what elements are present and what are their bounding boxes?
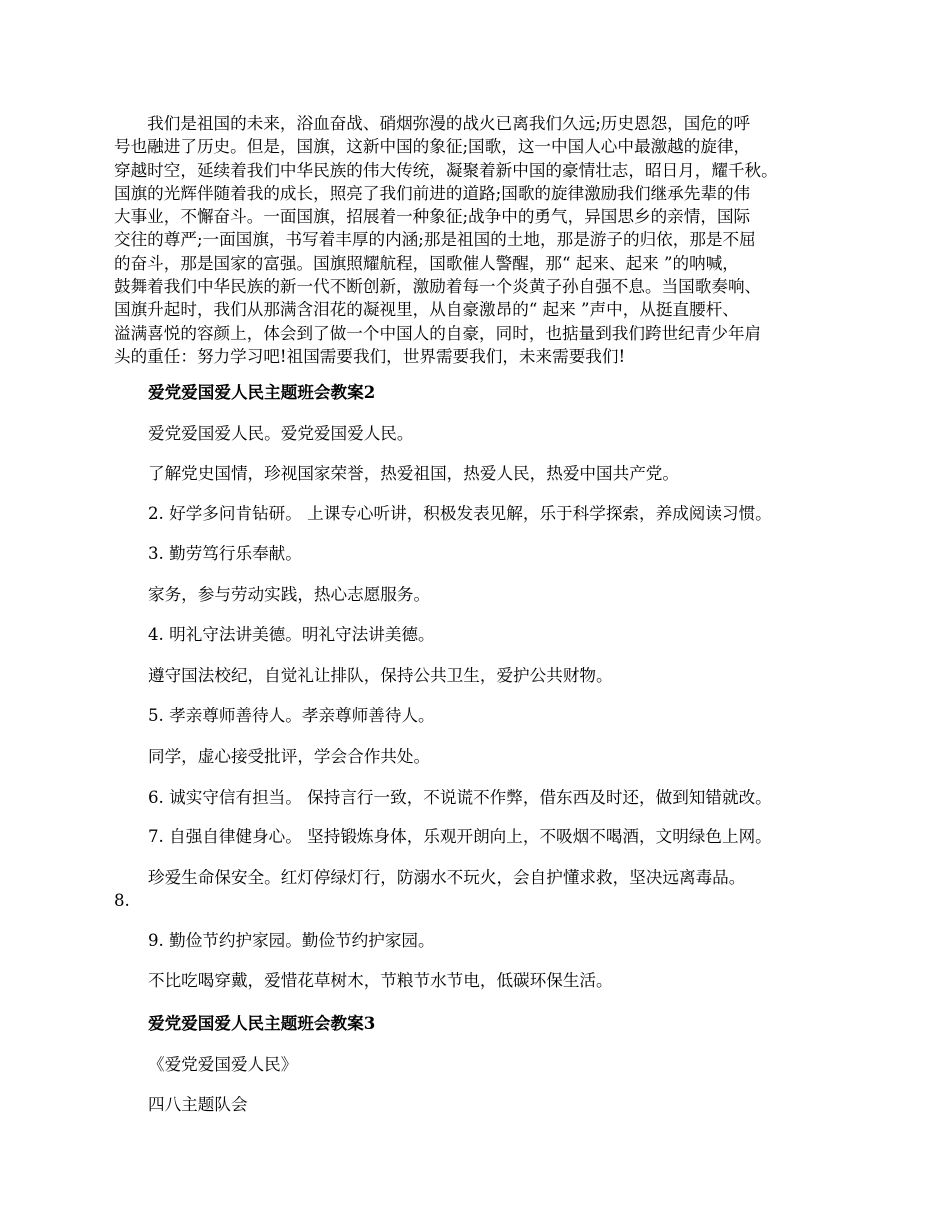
intro-line: 号也融进了历史。但是，国旗，这新中国的象征;国歌，这一中国人心中最激越的旋律， xyxy=(114,137,751,157)
paragraph: 4. 明礼守法讲美德。明礼守法讲美德。 xyxy=(148,625,435,644)
list-number: 8. xyxy=(114,891,130,910)
paragraph: 珍爱生命保安全。红灯停绿灯行，防溺水不玩火，会自护懂求救，坚决远离毒品。 xyxy=(148,868,746,887)
paragraph: 2. 好学多问肯钻研。 上课专心听讲，积极发表见解，乐于科学探索，养成阅读习惯。 xyxy=(148,504,772,523)
paragraph: 爱党爱国爱人民。爱党爱国爱人民。 xyxy=(148,424,414,443)
intro-line: 国旗升起时，我们从那满含泪花的凝视里，从自豪激昂的“ 起来 ”声中，从挺直腰杆、 xyxy=(114,300,739,320)
paragraph: 四八主题队会 xyxy=(148,1095,248,1114)
intro-line: 穿越时空，延续着我们中华民族的伟大传统，凝聚着新中国的豪情壮志，昭日月，耀千秋。 xyxy=(114,160,778,180)
paragraph: 家务，参与劳动实践，热心志愿服务。 xyxy=(148,585,431,604)
intro-line: 的奋斗，那是国家的富强。国旗照耀航程，国歌催人警醒，那“ 起来、起来 ”的呐喊， xyxy=(114,253,739,273)
paragraph: 《爱党爱国爱人民》 xyxy=(148,1055,298,1074)
intro-line: 大事业，不懈奋斗。一面国旗，招展着一种象征;战争中的勇气，异国思乡的亲情，国际 xyxy=(114,207,751,227)
intro-line: 鼓舞着我们中华民族的新一代不断创新，激励着每一个炎黄子孙自强不息。当国歌奏响、 xyxy=(114,277,762,297)
section-heading-2: 爱党爱国爱人民主题班会教案2 xyxy=(148,382,376,402)
paragraph: 9. 勤俭节约护家园。勤俭节约护家园。 xyxy=(148,931,435,950)
paragraph: 5. 孝亲尊师善待人。孝亲尊师善待人。 xyxy=(148,706,435,725)
paragraph: 同学，虚心接受批评，学会合作共处。 xyxy=(148,747,431,766)
section-heading-3: 爱党爱国爱人民主题班会教案3 xyxy=(148,1013,376,1033)
paragraph: 7. 自强自律健身心。 坚持锻炼身体，乐观开朗向上，不吸烟不喝酒，文明绿色上网。 xyxy=(148,827,772,846)
intro-line: 交往的尊严;一面国旗，书写着丰厚的内涵;那是祖国的土地，那是游子的归依，那是不屈 xyxy=(114,230,756,250)
intro-line: 头的重任：努力学习吧!祖国需要我们，世界需要我们，未来需要我们! xyxy=(114,346,626,366)
paragraph: 6. 诚实守信有担当。 保持言行一致，不说谎不作弊，借东西及时还，做到知错就改。 xyxy=(148,788,772,807)
paragraph: 不比吃喝穿戴，爱惜花草树木，节粮节水节电，低碳环保生活。 xyxy=(148,971,613,990)
paragraph: 遵守国法校纪，自觉礼让排队，保持公共卫生，爱护公共财物。 xyxy=(148,666,613,685)
intro-line: 溢满喜悦的容颜上，体会到了做一个中国人的自豪，同时，也掂量到我们跨世纪青少年肩 xyxy=(114,323,762,343)
intro-line: 我们是祖国的未来，浴血奋战、硝烟弥漫的战火已离我们久远;历史恩怨，国危的呼 xyxy=(114,114,751,133)
intro-paragraph xyxy=(114,112,854,368)
paragraph: 3. 勤劳笃行乐奉献。 xyxy=(148,544,302,563)
intro-line: 国旗的光辉伴随着我的成长，照亮了我们前进的道路;国歌的旋律激励我们继承先辈的伟 xyxy=(114,183,751,203)
paragraph: 了解党史国情，珍视国家荣誉，热爱祖国，热爱人民，热爱中国共产党。 xyxy=(148,464,679,483)
